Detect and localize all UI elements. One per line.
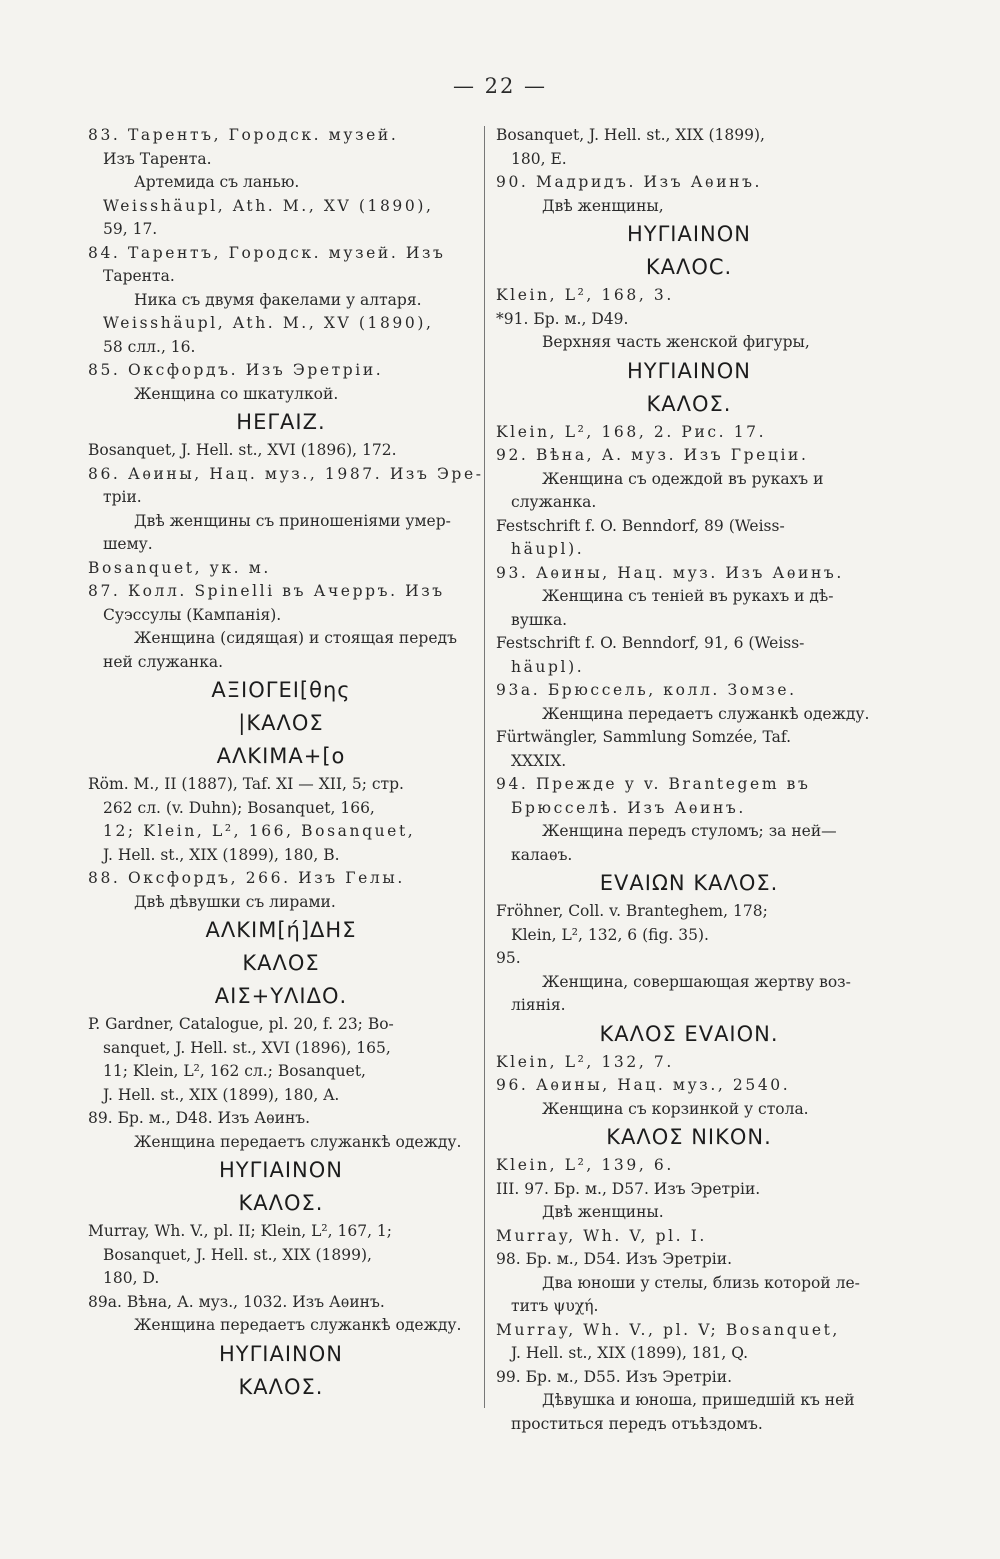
inscription-line: ΗΥΓΙΑΙΝΟΝ — [626, 222, 752, 246]
inscription-line: ΚΑΛΟϹ. — [645, 255, 733, 279]
text-line: Festschrift f. O. Benndorf, 91, 6 (Weiss- — [496, 634, 805, 652]
text-line: P. Gardner, Catalogue, pl. 20, f. 23; Bo- — [88, 1015, 394, 1033]
text-line: 85. Оксфордъ. Изъ Эретріи. — [88, 361, 384, 379]
text-line: Bosanquet, J. Hell. st., XIX (1899), — [103, 1245, 372, 1264]
inscription-line: ΗΥΓΙΑΙΝΟΝ — [626, 358, 752, 383]
text-line: Артемида съ ланью. — [134, 173, 300, 191]
text-line: Röm. M., II (1887), Taf. XI — XII, 5; стр. — [88, 775, 404, 793]
text-line: 180, D. — [103, 1269, 160, 1287]
text-line: шему. — [103, 535, 153, 553]
text-line: 99. Бр. м., D55. Изъ Эретріи. — [496, 1367, 733, 1386]
text-line: Двѣ женщины, — [542, 196, 664, 215]
text-line: Festschrift f. O. Benndorf, 89 (Weiss- — [496, 516, 785, 535]
text-line: Женщина передъ стуломъ; за ней— — [542, 822, 837, 840]
text-line: Klein, L², 168, 2. Рис. 17. — [496, 422, 767, 441]
text-line: Двѣ дѣвушки съ лирами. — [134, 892, 336, 911]
text-line: 93. Аѳины, Нац. муз. Изъ Аѳинъ. — [496, 563, 844, 582]
text-line: Klein, L², 132, 7. — [496, 1052, 674, 1071]
text-line: 89. Бр. м., D48. Изъ Аѳинъ. — [88, 1109, 311, 1127]
text-line: 90. Мадридъ. Изъ Аѳинъ. — [496, 173, 763, 191]
text-line: 89a. Вѣна, А. муз., 1032. Изъ Аѳинъ. — [88, 1292, 385, 1311]
text-line: Верхняя часть женской фигуры, — [542, 333, 810, 351]
text-line: Murray, Wh. V, pl. I. — [496, 1226, 707, 1245]
text-line: тріи. — [103, 488, 142, 506]
text-line: 92. Вѣна, А. муз. Изъ Греціи. — [496, 446, 809, 464]
text-line: Fürtwängler, Sammlung Somzée, Taf. — [496, 728, 792, 746]
text-line: III. 97. Бр. м., D57. Изъ Эретріи. — [496, 1179, 761, 1198]
text-line: Klein, L², 132, 6 (fig. 35). — [511, 925, 709, 944]
text-line: калаѳъ. — [511, 845, 573, 864]
text-line: Два юноши у стелы, близь которой ле- — [542, 1273, 860, 1292]
text-line: Суэссулы (Кампанія). — [103, 605, 282, 624]
text-line: служанка. — [511, 493, 597, 511]
inscription-line: |ΚΑΛΟΣ — [238, 711, 324, 735]
text-line: вушка. — [511, 610, 568, 629]
text-line: 58 слл., 16. — [103, 337, 196, 356]
text-line: Дѣвушка и юноша, пришедшій къ ней — [542, 1391, 855, 1409]
inscription-line: ΗΕΓΑΙΖ. — [236, 410, 326, 434]
text-line: ней служанка. — [103, 652, 224, 671]
text-line: XXXIX. — [511, 751, 567, 770]
text-line: 94. Прежде у v. Brantegem въ — [496, 775, 811, 793]
text-line: Weisshäupl, Ath. M., XV (1890), — [103, 196, 434, 215]
text-line: 180, E. — [511, 149, 567, 168]
inscription-line: ΚΑΛΟΣ — [242, 951, 320, 975]
inscription-line: ΗΥΓΙΑΙΝΟΝ — [218, 1341, 344, 1366]
text-line: J. Hell. st., XIX (1899), 180, B. — [103, 845, 340, 864]
text-line: Klein, L², 139, 6. — [496, 1156, 674, 1174]
inscription-line: ΚΑΛΟΣ. — [238, 1374, 324, 1399]
text-line: титъ ψυχή. — [511, 1297, 599, 1315]
text-line: Двѣ женщины съ приношеніями умер- — [134, 511, 451, 530]
text-line: Fröhner, Coll. v. Branteghem, 178; — [496, 902, 768, 920]
text-line: 262 сл. (v. Duhn); Bosanquet, 166, — [103, 798, 375, 817]
text-line: Murray, Wh. V., pl. II; Klein, L², 167, 1; — [88, 1222, 393, 1240]
text-line: Murray, Wh. V., pl. V; Bosanquet, — [496, 1320, 840, 1339]
text-line: Женщина передаетъ служанкѣ одежду. — [134, 1132, 462, 1151]
inscription-line: ΑΙΣ+ΥΛΙΔΟ. — [214, 984, 348, 1008]
text-line: Женщина, совершающая жертву воз- — [542, 972, 851, 991]
text-line: Двѣ женщины. — [542, 1203, 664, 1221]
text-line: Женщина съ одеждой въ рукахъ и — [542, 469, 824, 488]
text-line: 84. Тарентъ, Городск. музей. Изъ — [88, 243, 446, 262]
text-line: *91. Бр. м., D49. — [496, 309, 629, 328]
text-line: 11; Klein, L², 162 сл.; Bosanquet, — [103, 1062, 366, 1080]
inscription-line: ΑΞΙΟΓΕΙ[θης — [211, 678, 351, 702]
inscription-line: ΚΑΛΟΣ ΕVΑΙΟΝ. — [599, 1021, 779, 1046]
text-line: 98. Бр. м., D54. Изъ Эретріи. — [496, 1250, 733, 1268]
text-line: Женщина (сидящая) и стоящая передъ — [134, 629, 457, 647]
text-line: häupl). — [511, 657, 585, 676]
text-line: 96. Аѳины, Нац. муз., 2540. — [496, 1076, 791, 1094]
text-line: 95. — [496, 949, 521, 967]
column-divider — [484, 126, 485, 1408]
text-line: Женщина передаетъ служанкѣ одежду. — [134, 1316, 462, 1334]
text-line: 88. Оксфордъ, 266. Изъ Гелы. — [88, 869, 405, 887]
text-line: 12; Klein, L², 166, Bosanquet, — [103, 822, 416, 840]
text-line: J. Hell. st., XIX (1899), 180, A. — [103, 1085, 340, 1104]
text-line: ліянія. — [511, 996, 566, 1014]
text-line: Брюсселѣ. Изъ Аѳинъ. — [511, 798, 746, 817]
text-line: Женщина со шкатулкой. — [134, 384, 339, 403]
inscription-line: ΚΑΛΟΣ. — [646, 391, 732, 416]
inscription-line: ΚΑΛΟΣ. — [238, 1191, 324, 1215]
inscription-line: ΕVΑΙΩΝ ΚΑΛΟΣ. — [599, 871, 779, 895]
text-line: 93a. Брюссель, колл. Зомзе. — [496, 681, 797, 699]
text-line: 86. Аѳины, Нац. муз., 1987. Изъ Эре- — [88, 464, 484, 483]
inscription-line: ΑΛΚΙΜΑ+[ο — [216, 744, 346, 768]
text-line: Тарента. — [103, 267, 175, 285]
text-line: Weisshäupl, Ath. M., XV (1890), — [103, 314, 434, 332]
text-line: Bosanquet, J. Hell. st., XVI (1896), 172. — [88, 441, 397, 459]
text-line: Ника съ двумя факелами у алтаря. — [134, 290, 422, 309]
text-line: 83. Тарентъ, Городск. музей. — [88, 126, 399, 144]
inscription-line: ΚΑΛΟΣ ΝΙΚΟΝ. — [606, 1125, 772, 1149]
text-line: проститься передъ отъѣздомъ. — [511, 1414, 763, 1433]
inscription-line: ΗΥΓΙΑΙΝΟΝ — [218, 1158, 344, 1182]
inscription-line: ΑΛΚΙΜ[ή]ΔΗΣ — [205, 918, 357, 942]
text-line: Изъ Тарента. — [103, 149, 212, 168]
text-line: Bosanquet, ук. м. — [88, 558, 271, 577]
text-line: 87. Колл. Spinelli въ Ачерръ. Изъ — [88, 582, 445, 600]
text-line: Bosanquet, J. Hell. st., XIX (1899), — [496, 126, 765, 144]
left-column — [88, 124, 484, 1404]
text-line: Женщина съ корзинкой у стола. — [542, 1099, 809, 1118]
text-line: Женщина съ теніей въ рукахъ и дѣ- — [542, 587, 834, 605]
text-line: Klein, L², 168, 3. — [496, 286, 674, 304]
right-column — [496, 124, 882, 1436]
text-line: J. Hell. st., XIX (1899), 181, Q. — [511, 1344, 749, 1362]
text-line: sanquet, J. Hell. st., XVI (1896), 165, — [103, 1038, 391, 1057]
text-line: Женщина передаетъ служанкѣ одежду. — [542, 704, 870, 723]
page-number: — 22 — — [452, 74, 548, 98]
text-line: häupl). — [511, 540, 585, 558]
text-line: 59, 17. — [103, 220, 158, 238]
